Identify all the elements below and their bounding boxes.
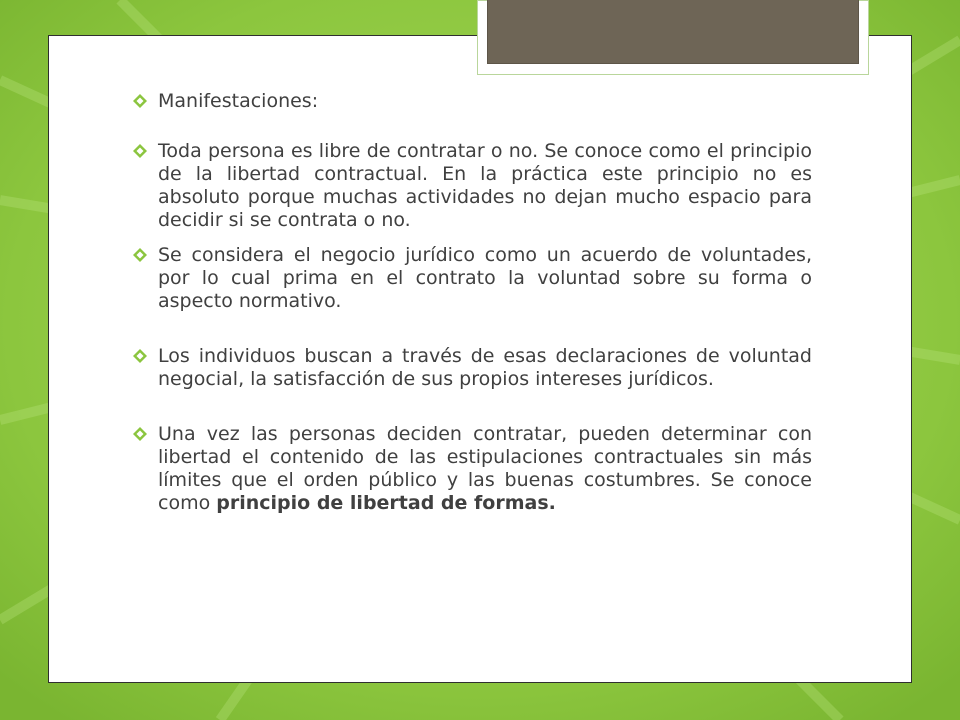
bullet-item-1 (130, 90, 812, 113)
bullet-item-2 (130, 140, 812, 232)
bullet-icon (132, 348, 148, 364)
bullet-icon (132, 143, 148, 159)
bullet-icon (132, 93, 148, 109)
bullet-item-text: Una vez las personas deciden contratar, pueden determinar con libertad el contenido de las estipulaciones contractuales sin más límites que el orden público y las buenas costumbres. Se conoce como (158, 423, 812, 514)
bullet-item-text: Los individuos buscan a través de esas declaraciones de voluntad negocial, la satisfacción de sus propios intereses jurídicos. (158, 345, 812, 390)
bullet-item-text: Toda persona es libre de contratar o no. Se conoce como el principio de la libertad contractual. En la práctica este principio no es absoluto porque muchas actividades no dejan mucho espacio para decidir si se contrata o no. (158, 140, 812, 231)
bullet-item-5 (130, 423, 812, 515)
bullet-item-4 (130, 345, 812, 391)
bullet-icon (132, 426, 148, 442)
bullet-item-3 (130, 244, 812, 313)
header-accent-block (487, 0, 859, 64)
slide-content (130, 90, 812, 515)
bullet-icon (132, 247, 148, 263)
bullet-item-emphasis: principio de libertad de formas. (216, 492, 556, 514)
bullet-item-text: Manifestaciones: (158, 90, 319, 112)
bullet-item-text: Se considera el negocio jurídico como un acuerdo de voluntades, por lo cual prima en el contrato la voluntad sobre su forma o aspecto normativo. (158, 244, 812, 312)
